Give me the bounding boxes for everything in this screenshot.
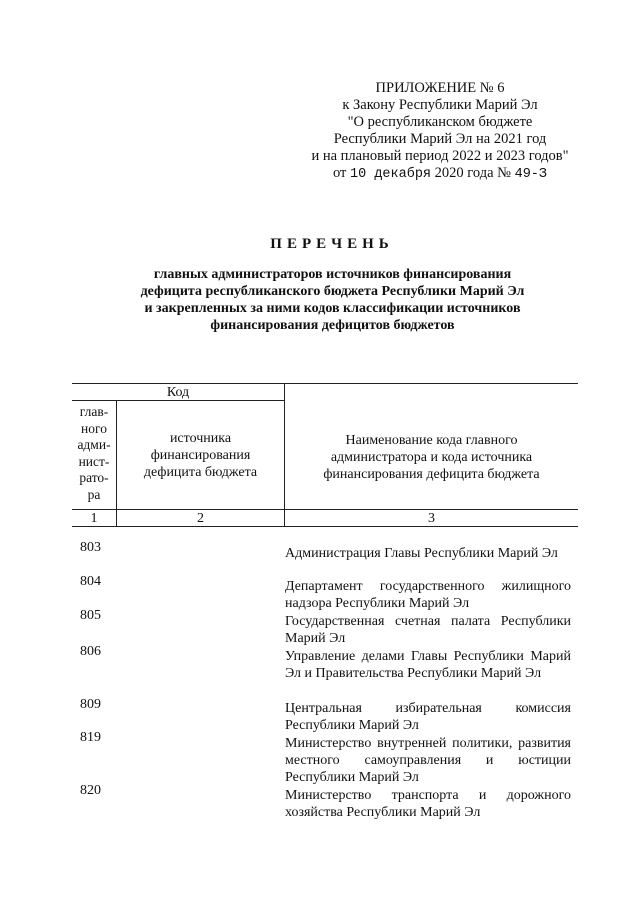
row-name: Центральная избирательная комиссия Республики Марий Эл [285,701,571,733]
col2-header-line: финансирования [150,448,251,463]
col1-header-line: адми- [77,437,111,452]
row-code: 805 [80,608,101,623]
row-name: Управление делами Главы Республики Марий Эл и Правительства Республики Марий Эл [285,649,571,681]
row-code: 820 [80,783,101,798]
appendix-line: Республики Марий Эл на 2021 год [333,131,547,147]
col1-header-line: глав- [79,404,109,419]
col2-header [117,430,284,481]
code-group-header: Код [166,385,190,400]
date-handwritten: 10 декабря [350,167,432,182]
col3-header-line: финансирования дефицита бюджета [323,467,540,482]
col-number-2: 2 [197,511,204,526]
date-prefix: от [332,165,347,181]
col-number-1: 1 [90,511,98,526]
col1-header-line: ного [81,420,107,436]
appendix-header [290,80,590,183]
appendix-line: и на плановый период 2022 и 2023 годов" [311,148,569,164]
subtitle-line: и закрепленных за ними кодов классификации источников [144,301,521,316]
subtitle-line: главных администраторов источников финансирования [153,267,512,282]
col3-header [285,432,578,483]
subtitle-line: финансирования дефицитов бюджетов [210,318,455,333]
col1-header-line: нист- [78,453,110,469]
row-name: Государственная счетная палата Республики Марий Эл [285,614,571,646]
page-title: ПЕРЕЧЕНЬ [270,236,394,252]
appendix-date-line [290,165,590,183]
page-subtitle [90,266,575,334]
appendix-line: к Закону Республики Марий Эл [342,97,538,113]
col1-header [72,404,116,503]
col2-header-line: источника [169,431,232,446]
row-name: Департамент государственного жилищного надзора Республики Марий Эл [285,579,571,611]
appendix-line: ПРИЛОЖЕНИЕ № 6 [375,80,505,96]
col-number-3: 3 [428,511,435,526]
row-code: 819 [80,730,101,745]
row-name: Министерство транспорта и дорожного хозяйства Республики Марий Эл [285,788,571,820]
col3-header-line: Наименование кода главного [345,433,518,448]
row-code: 804 [80,574,101,589]
row-name: Министерство внутренней политики, развития местного самоуправления и юстиции Республики Марий Эл [285,736,571,785]
subtitle-line: дефицита республиканского бюджета Республики Марий Эл [140,284,525,299]
row-code: 809 [80,697,101,712]
col2-header-line: дефицита бюджета [143,465,258,480]
law-number: 49-З [514,167,548,182]
date-suffix: 2020 года № [434,165,511,181]
row-code: 803 [80,540,101,555]
col1-header-line: рато- [79,470,109,485]
col3-header-line: администратора и кода источника [330,450,533,465]
row-code: 806 [80,644,101,659]
appendix-line: "О республиканском бюджете [347,114,533,130]
row-name: Администрация Главы Республики Марий Эл [285,546,558,561]
col1-header-line: ра [87,486,101,502]
